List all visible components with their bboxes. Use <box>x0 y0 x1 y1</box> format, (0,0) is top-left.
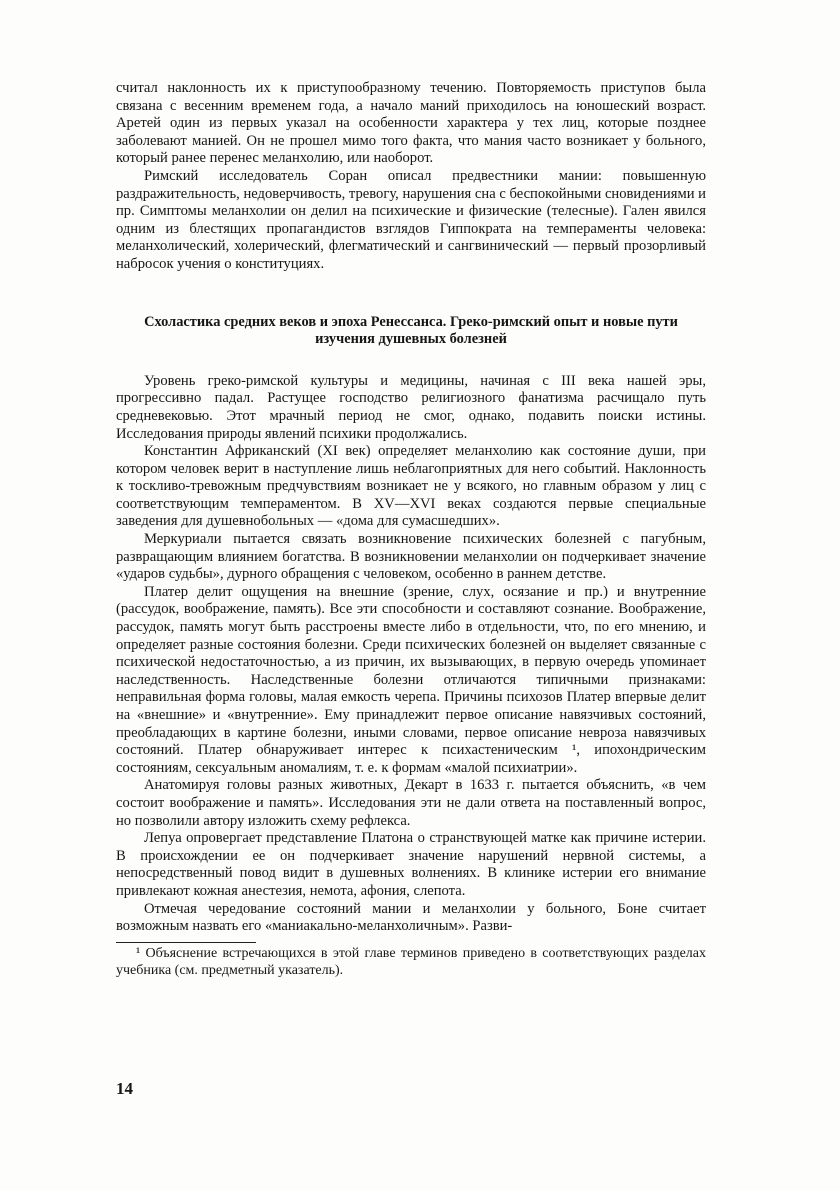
paragraph-lepois: Лепуа опровергает представление Платона о странствующей матке как причине истерии. В происхождении ее он подчеркивает значение нарушений нервной системы, а непосредственный повод видит в душевных волнениях. В клинике истерии его внимание привлекают кожная анестезия, немота, афония, слепота. <box>116 830 706 899</box>
paragraph-continuation: считал наклонность их к приступообразному течению. Повторяемость приступов была связана с весенним временем года, а начало маний приходилось на юношеский возраст. Аретей один из первых указал на особенности характера у тех лиц, которые позднее заболевают манией. Он не прошел мимо того факта, что мания часто возникает у больного, который ранее перенес меланхолию, или наоборот. <box>116 80 706 167</box>
paragraph-soran-galen: Римский исследователь Соран описал предвестники мании: повышенную раздражительность, недоверчивость, тревогу, нарушения сна с беспокойными сновидениями и пр. Симптомы меланхолии он делил на психические и физические (телесные). Гален явился одним из блестящих пропагандистов взглядов Гиппократа на темпераменты человека: меланхолический, холерический, флегматический и сангвинический — первый прозорливый набросок учения о конституциях. <box>116 167 706 272</box>
footnote-divider <box>116 942 256 943</box>
footnote: ¹ Объяснение встречающихся в этой главе терминов приведено в соответствующих разделах учебника (см. предметный указатель). <box>116 945 706 978</box>
paragraph-constantine-african: Константин Африканский (XI век) определяет меланхолию как состояние души, при котором человек верит в наступление лишь неблагоприятных для него событий. Наклонность к тоскливо-тревожным предчувствиям возникает не у всякого, но главным образом у лиц с соответствующим темпераментом. В XV—XVI веках создаются первые специальные заведения для душевнобольных — «дома для сумасшедших». <box>116 443 706 530</box>
paragraph-plater: Платер делит ощущения на внешние (зрение, слух, осязание и пр.) и внутренние (рассудок, воображение, память). Все эти способности и составляют сознание. Воображение, рассудок, память могут быть расстроены вместе либо в отдельности, что, по его мнению, и определяет разные состояния болезни. Среди психических болезней он выделяет связанные с психической недостаточностью, а из причин, их вызывающих, в первую очередь упоминает наследственность. Наследственные болезни отличаются типичными признаками: неправильная форма головы, малая емкость черепа. Причины психозов Платер впервые делит на «внешние» и «внутренние». Ему принадлежит первое описание навязчивых состояний, преобладающих в картине болезни, иными словами, первое описание невроза навязчивых состояний. Платер обнаруживает интерес к психастеническим ¹, ипохондрическим состояниям, сексуальным аномалиям, т. е. к формам «малой психиатрии». <box>116 583 706 776</box>
paragraph-bonet: Отмечая чередование состояний мании и меланхолии у больного, Боне считает возможным назвать его «маниакально-меланхоличным». Разви- <box>116 900 706 935</box>
paragraph-greco-roman-decline: Уровень греко-римской культуры и медицины, начиная с III века нашей эры, прогрессивно падал. Растущее господство религиозного фанатизма расчищало путь средневековью. Этот мрачный период не смог, однако, подавить поиски истины. Исследования природы явлений психики продолжались. <box>116 372 706 442</box>
page-number: 14 <box>116 1079 133 1098</box>
page-content <box>116 80 706 979</box>
paragraph-descartes: Анатомируя головы разных животных, Декарт в 1633 г. пытается объяснить, «в чем состоит воображение и память». Исследования эти не дали ответа на поставленный вопрос, но позволили автору изложить схему рефлекса. <box>116 777 706 829</box>
section-heading: Схоластика средних веков и эпоха Ренессанса. Греко-римский опыт и новые пути изучения душевных болезней <box>144 313 678 348</box>
paragraph-mercuriali: Меркуриали пытается связать возникновение психических болезней с пагубным, развращающим влиянием богатства. В возникновении меланхолии он подчеркивает значение «ударов судьбы», дурного обращения с человеком, особенно в раннем детстве. <box>116 531 706 583</box>
